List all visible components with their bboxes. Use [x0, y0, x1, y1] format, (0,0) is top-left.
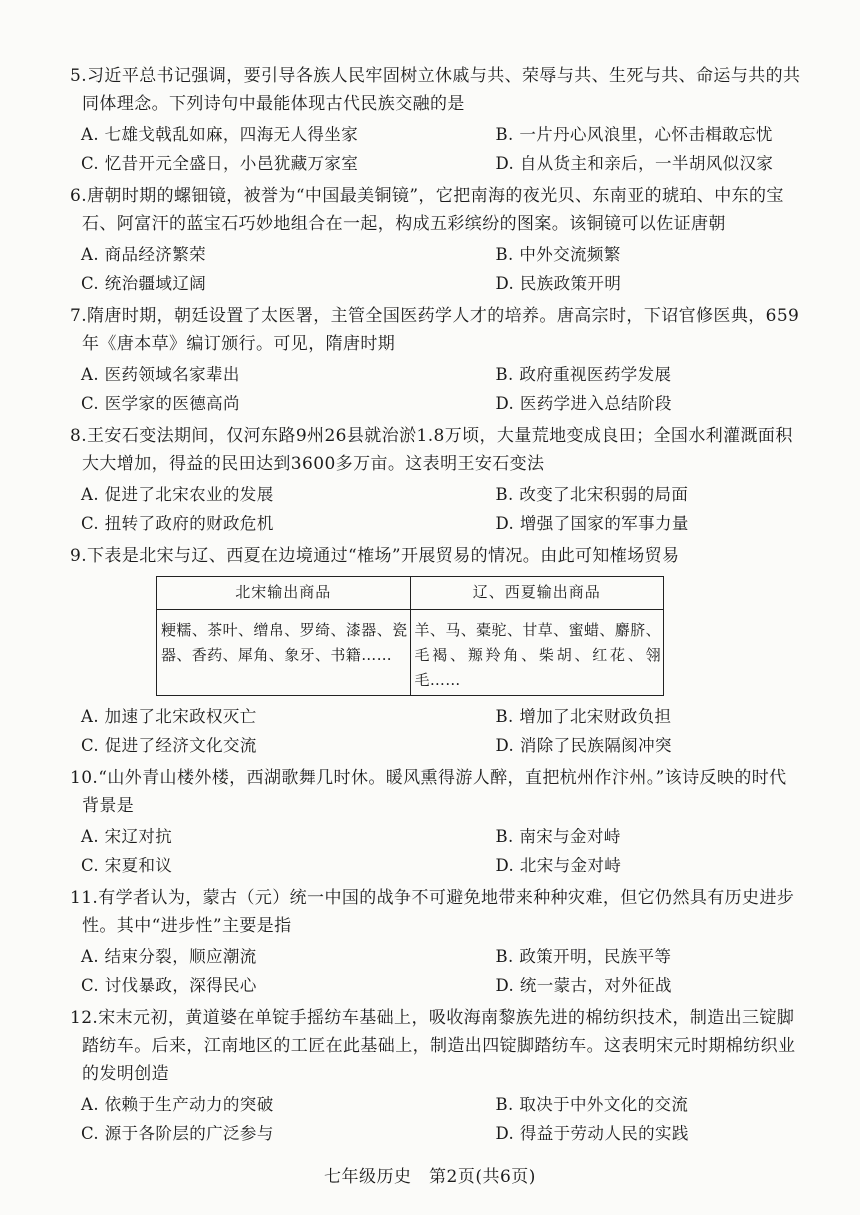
question-stem: 唐朝时期的螺钿镜，被誉为“中国最美铜镜”，它把南海的夜光贝、东南亚的琥珀、中东的宝石、阿富汗的蓝宝石巧妙地组合在一起，构成五彩缤纷的图案。该铜镜可以佐证唐朝	[82, 186, 784, 234]
question-7	[70, 302, 802, 418]
question-11	[70, 884, 802, 1000]
option-d: D. 得益于劳动人民的实践	[495, 1124, 689, 1143]
option-d: D. 民族政策开明	[495, 274, 622, 293]
options	[70, 942, 802, 1000]
option-b: B. 南宋与金对峙	[495, 827, 621, 846]
option-b: B. 改变了北宋积弱的局面	[495, 485, 689, 504]
question-12	[70, 1004, 802, 1148]
table-row	[157, 610, 664, 696]
question-stem: 有学者认为，蒙古（元）统一中国的战争不可避免地带来种种灾难，但它仍然具有历史进步性。其中“进步性”主要是指	[82, 888, 795, 936]
question-number: 8.	[70, 426, 88, 446]
option-a: A. 结束分裂，顺应潮流	[81, 947, 257, 966]
table-header-row	[157, 577, 664, 610]
options	[70, 120, 802, 178]
question-stem: 隋唐时期，朝廷设置了太医署，主管全国医药学人才的培养。唐高宗时，下诏官修医典，659年《唐本草》编订颁行。可见，隋唐时期	[82, 306, 800, 354]
options	[70, 240, 802, 298]
table-cell: 羊、马、橐驼、甘草、蜜蜡、麝脐、毛褐、羱羚角、柴胡、红花、翎毛……	[410, 610, 664, 696]
exam-page	[70, 62, 802, 1148]
trade-table	[156, 576, 664, 696]
options	[70, 360, 802, 418]
options	[70, 480, 802, 538]
option-d: D. 统一蒙古，对外征战	[495, 976, 672, 995]
option-a: A. 七雄戈戟乱如麻，四海无人得坐家	[81, 125, 359, 144]
question-number: 11.	[70, 888, 99, 908]
option-c: C. 扭转了政府的财政危机	[81, 514, 274, 533]
option-b: B. 中外交流频繁	[495, 245, 621, 264]
question-number: 7.	[70, 306, 88, 326]
options	[70, 1090, 802, 1148]
question-number: 10.	[70, 768, 99, 788]
option-a: A. 依赖于生产动力的突破	[81, 1095, 274, 1114]
option-a: A. 加速了北宋政权灭亡	[81, 707, 257, 726]
option-d: D. 消除了民族隔阂冲突	[495, 736, 672, 755]
option-c: C. 忆昔开元全盛日，小邑犹藏万家室	[81, 154, 359, 173]
option-c: C. 源于各阶层的广泛参与	[81, 1124, 274, 1143]
option-a: A. 促进了北宋农业的发展	[81, 485, 274, 504]
question-6	[70, 182, 802, 298]
page-footer: 七年级历史 第2页(共6页)	[324, 1167, 536, 1187]
option-b: B. 政策开明，民族平等	[495, 947, 672, 966]
question-stem: 王安石变法期间，仅河东路9州26县就治淤1.8万顷，大量荒地变成良田；全国水利灌溉面积大大增加，得益的民田达到3600多万亩。这表明王安石变法	[82, 426, 793, 474]
question-number: 5.	[70, 66, 88, 86]
table-header: 辽、西夏输出商品	[410, 577, 664, 610]
option-d: D. 医药学进入总结阶段	[495, 394, 672, 413]
table-header: 北宋输出商品	[157, 577, 411, 610]
question-8	[70, 422, 802, 538]
question-number: 6.	[70, 186, 88, 206]
option-d: D. 北宋与金对峙	[495, 856, 622, 875]
option-b: B. 增加了北宋财政负担	[495, 707, 672, 726]
option-d: D. 自从货主和亲后，一半胡风似汉家	[495, 154, 774, 173]
question-10	[70, 764, 802, 880]
question-number: 9.	[70, 546, 88, 566]
options	[70, 702, 802, 760]
option-a: A. 宋辽对抗	[81, 827, 173, 846]
question-number: 12.	[70, 1008, 99, 1028]
option-c: C. 宋夏和议	[81, 856, 173, 875]
question-stem: 宋末元初，黄道婆在单锭手摇纺车基础上，吸收海南黎族先进的棉纺织技术，制造出三锭脚踏纺车。后来，江南地区的工匠在此基础上，制造出四锭脚踏纺车。这表明宋元时期棉纺织业的发明创造	[82, 1008, 796, 1084]
option-a: A. 商品经济繁荣	[81, 245, 207, 264]
options	[70, 822, 802, 880]
option-c: C. 促进了经济文化交流	[81, 736, 257, 755]
option-c: C. 医学家的医德高尚	[81, 394, 240, 413]
question-stem: 习近平总书记强调，要引导各族人民牢固树立休戚与共、荣辱与共、生死与共、命运与共的共同体理念。下列诗句中最能体现古代民族交融的是	[82, 66, 801, 114]
question-9	[70, 542, 802, 760]
table-cell: 粳糯、茶叶、缯帛、罗绮、漆器、瓷器、香药、犀角、象牙、书籍……	[157, 610, 411, 696]
option-b: B. 政府重视医药学发展	[495, 365, 672, 384]
option-c: C. 统治疆域辽阔	[81, 274, 207, 293]
option-b: B. 取决于中外文化的交流	[495, 1095, 689, 1114]
question-5	[70, 62, 802, 178]
question-stem: “山外青山楼外楼，西湖歌舞几时休。暖风熏得游人醉，直把杭州作汴州。”该诗反映的时代背景是	[82, 768, 787, 816]
option-a: A. 医药领域名家辈出	[81, 365, 240, 384]
option-b: B. 一片丹心风浪里，心怀击楫敢忘忧	[495, 125, 773, 144]
question-stem: 下表是北宋与辽、西夏在边境通过“榷场”开展贸易的情况。由此可知榷场贸易	[87, 546, 680, 566]
option-d: D. 增强了国家的军事力量	[495, 514, 689, 533]
option-c: C. 讨伐暴政，深得民心	[81, 976, 257, 995]
